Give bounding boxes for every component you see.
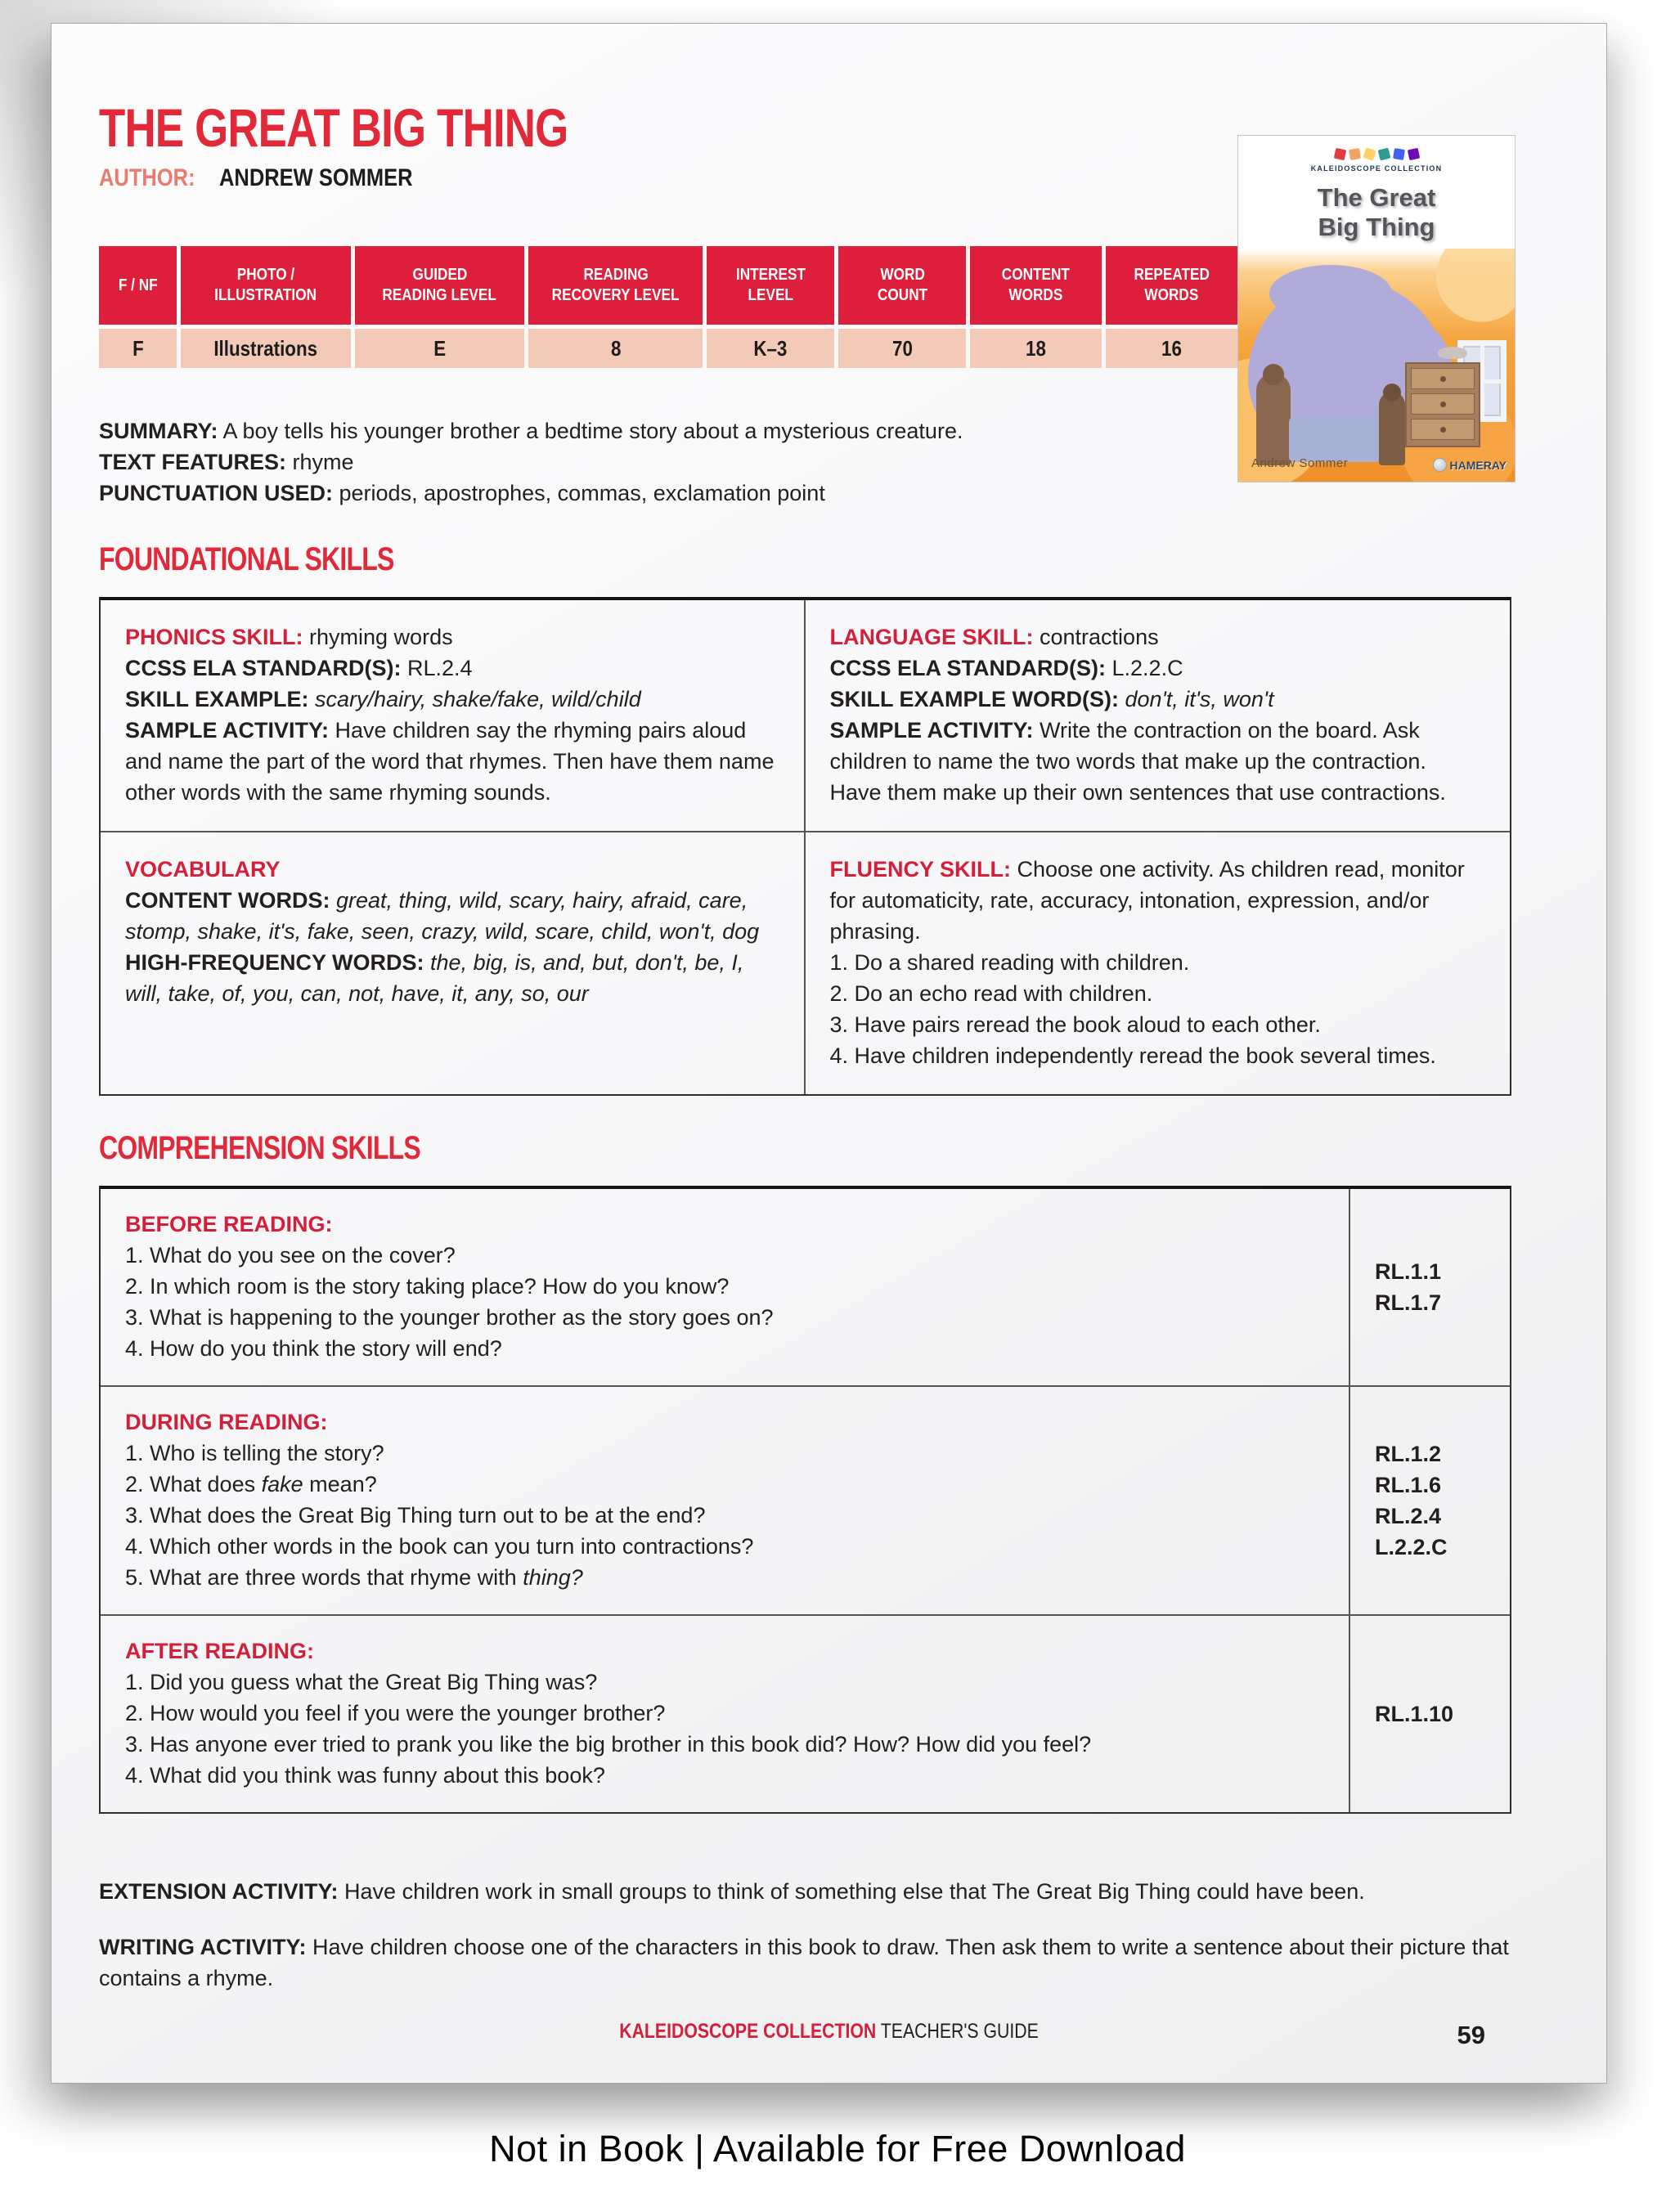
- download-caption: Not in Book | Available for Free Download: [489, 2128, 1186, 2169]
- stats-value-photo: Illustrations: [181, 329, 351, 368]
- stats-value-guided: E: [355, 329, 525, 368]
- stats-value-recovery: 8: [528, 329, 703, 368]
- stats-header-content: CONTENT WORDS: [970, 246, 1101, 325]
- kaleidoscope-blocks-icon: [1238, 146, 1515, 162]
- hameray-globe-icon: [1433, 458, 1447, 472]
- comprehension-skills-heading: COMPREHENSION SKILLS: [99, 1130, 420, 1166]
- question: 1. Who is telling the story?: [125, 1441, 384, 1465]
- stats-header-fnf: F / NF: [99, 246, 177, 325]
- punctuation-line: PUNCTUATION USED: periods, apostrophes, commas, exclamation point: [99, 481, 825, 505]
- stats-header-repeated: REPEATED WORDS: [1106, 246, 1237, 325]
- cover-title: The Great Big Thing: [1317, 183, 1436, 241]
- page-number: 59: [1457, 2021, 1485, 2049]
- question: 4. What did you think was funny about this book?: [125, 1763, 605, 1788]
- stats-value-content: 18: [970, 329, 1101, 368]
- question: 1. What do you see on the cover?: [125, 1243, 456, 1268]
- stats-value-repeated: 16: [1106, 329, 1237, 368]
- extension-activity: EXTENSION ACTIVITY: Have children work in small groups to think of something else that The Great Big Thing could have been.: [99, 1879, 1365, 1904]
- stats-header-recovery: READING RECOVERY LEVEL: [528, 246, 703, 325]
- fluency-item: 3. Have pairs reread the book aloud to each other.: [829, 1012, 1321, 1037]
- question: 1. Did you guess what the Great Big Thing was?: [125, 1670, 598, 1694]
- foundational-skills-table: [99, 597, 1511, 1096]
- during-reading-standards: RL.1.2 RL.1.6 RL.2.4 L.2.2.C: [1349, 1387, 1510, 1614]
- question: 4. Which other words in the book can you turn into contractions?: [125, 1534, 754, 1559]
- stats-header-interest: INTEREST LEVEL: [707, 246, 834, 325]
- stats-value-wordcount: 70: [838, 329, 966, 368]
- stats-header-row: [99, 246, 1237, 325]
- before-reading-questions: BEFORE READING: 1. What do you see on the cover? 2. In which room is the story taking place? How do you know? 3. What is happening to the younger brother as the story goes on? 4. How do you think the story will end?: [101, 1189, 1349, 1385]
- stats-header-photo: PHOTO / ILLUSTRATION: [181, 246, 351, 325]
- page-title: THE GREAT BIG THING: [99, 97, 568, 158]
- question: 2. In which room is the story taking place? How do you know?: [125, 1274, 730, 1299]
- question: 3. What does the Great Big Thing turn out to be at the end?: [125, 1503, 706, 1528]
- vocabulary-cell: VOCABULARY CONTENT WORDS: great, thing, wild, scary, hairy, afraid, care, stomp, shake, it's, fake, seen, crazy, wild, scare, child, won't, dog HIGH-FREQUENCY WORDS: the, big, is, and, but, don't, be, I, will, take, of, you, can, not, have, it, any, so, our: [101, 832, 806, 1094]
- question: 5. What are three words that rhyme with thing?: [125, 1565, 583, 1590]
- comprehension-skills-table: [99, 1186, 1511, 1814]
- cat-illustration: [1438, 347, 1467, 359]
- after-reading-standards: RL.1.10: [1349, 1616, 1510, 1812]
- stats-header-wordcount: WORD COUNT: [838, 246, 966, 325]
- fluency-skill-cell: FLUENCY SKILL: Choose one activity. As children read, monitor for automaticity, rate, accuracy, intonation, expression, and/or phrasing. 1. Do a shared reading with children. 2. Do an echo read with children. 3. Have pairs reread the book aloud to each other. 4. Have children independently reread the book several times.: [806, 832, 1511, 1094]
- during-reading-row: [101, 1385, 1510, 1614]
- after-reading-row: [101, 1614, 1510, 1812]
- publisher-logo: HAMERAY: [1433, 458, 1507, 472]
- author-label: AUTHOR:: [99, 164, 195, 191]
- dresser-illustration: [1405, 362, 1480, 447]
- fluency-item: 4. Have children independently reread the book several times.: [829, 1043, 1436, 1068]
- kaleidoscope-logo: [1238, 146, 1515, 173]
- before-reading-row: [101, 1189, 1510, 1385]
- cover-illustration: [1238, 249, 1515, 482]
- book-cover-thumbnail: [1237, 135, 1516, 482]
- question: 2. What does fake mean?: [125, 1472, 377, 1496]
- teachers-guide-page: [51, 23, 1607, 2084]
- phonics-skill-cell: PHONICS SKILL: rhyming words CCSS ELA STANDARD(S): RL.2.4 SKILL EXAMPLE: scary/hairy, shake/fake, wild/child SAMPLE ACTIVITY: Have children say the rhyming pairs aloud and name the part of the word that rhymes. Then have them name other words with the same rhyming sounds.: [101, 600, 806, 832]
- question: 2. How would you feel if you were the younger brother?: [125, 1701, 666, 1725]
- question: 3. What is happening to the younger brother as the story goes on?: [125, 1305, 774, 1330]
- question: 4. How do you think the story will end?: [125, 1336, 502, 1361]
- summary-line: SUMMARY: A boy tells his younger brother a bedtime story about a mysterious creature.: [99, 419, 963, 443]
- writing-activity: WRITING ACTIVITY: Have children choose one of the characters in this book to draw. Then ask them to write a sentence about their picture that contains a rhyme.: [99, 1935, 1509, 1990]
- during-reading-questions: DURING READING: 1. Who is telling the story? 2. What does fake mean? 3. What does the Great Big Thing turn out to be at the end? 4. Which other words in the book can you turn into contractions? 5. What are three words that rhyme with thing?: [101, 1387, 1349, 1614]
- stats-value-fnf: F: [99, 329, 177, 368]
- fluency-item: 2. Do an echo read with children.: [829, 981, 1153, 1006]
- summary-block: [99, 415, 1228, 509]
- author-name: ANDREW SOMMER: [218, 164, 413, 191]
- foundational-skills-heading: FOUNDATIONAL SKILLS: [99, 541, 394, 577]
- bed-illustration: [1256, 363, 1408, 465]
- before-reading-standards: RL.1.1 RL.1.7: [1349, 1189, 1510, 1385]
- cover-brand-text: KALEIDOSCOPE COLLECTION: [1310, 164, 1443, 173]
- language-skill-cell: LANGUAGE SKILL: contractions CCSS ELA STANDARD(S): L.2.2.C SKILL EXAMPLE WORD(S): don't, it's, won't SAMPLE ACTIVITY: Write the contraction on the board. Ask children to name the two words that make up the contraction. Have them make up their own sentences that use contractions.: [806, 600, 1511, 832]
- cover-author: Andrew Sommer: [1251, 456, 1349, 470]
- stats-value-interest: K–3: [707, 329, 834, 368]
- stats-value-row: [99, 329, 1237, 368]
- after-reading-questions: AFTER READING: 1. Did you guess what the Great Big Thing was? 2. How would you feel if you were the younger brother? 3. Has anyone ever tried to prank you like the big brother in this book did? How? How did you feel? 4. What did you think was funny about this book?: [101, 1616, 1349, 1812]
- fluency-item: 1. Do a shared reading with children.: [829, 950, 1190, 975]
- page-footer: KALEIDOSCOPE COLLECTION TEACHER'S GUIDE: [619, 2020, 1039, 2043]
- text-features-line: TEXT FEATURES: rhyme: [99, 450, 354, 474]
- question: 3. Has anyone ever tried to prank you like the big brother in this book did? How? How did you feel?: [125, 1732, 1092, 1757]
- stats-header-guided: GUIDED READING LEVEL: [355, 246, 525, 325]
- book-stats-table: [99, 246, 1237, 368]
